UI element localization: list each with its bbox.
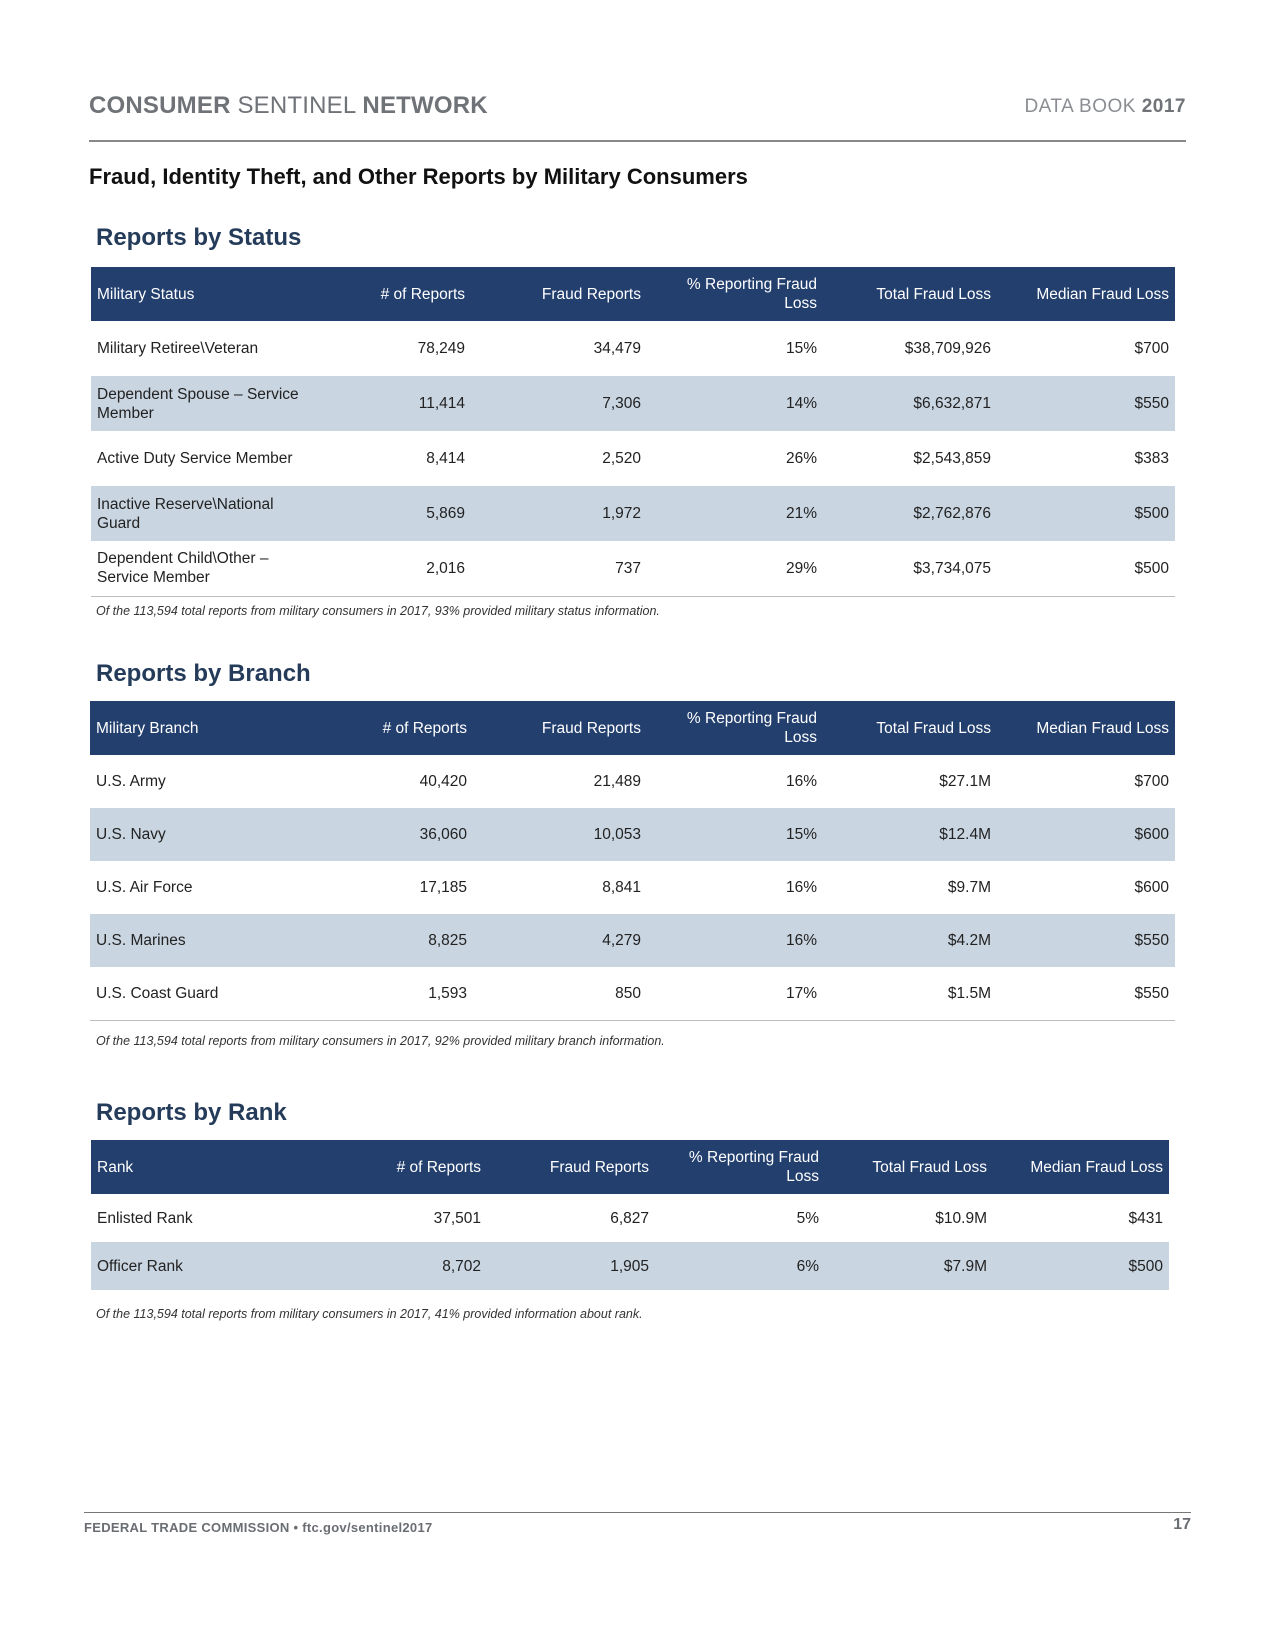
databook-year: 2017: [1141, 96, 1186, 117]
table-cell: 21,489: [593, 773, 641, 790]
branch-row-label: U.S. Coast Guard: [90, 967, 314, 1020]
brand-word-sentinel: SENTINEL: [230, 92, 363, 119]
table-cell: $2,762,876: [823, 486, 997, 541]
rank-table: [91, 1140, 1169, 1290]
page-title: Fraud, Identity Theft, and Other Reports by Military Consumers: [89, 164, 748, 189]
table-cell: 16%: [785, 773, 817, 790]
status-row-label: Inactive Reserve\National Guard: [91, 486, 306, 541]
branch-column-header: # of Reports: [314, 701, 473, 755]
rank-section-title: Reports by Rank: [96, 1099, 287, 1126]
table-cell: 15%: [647, 808, 823, 861]
table-cell: 17,185: [419, 879, 467, 896]
rank-note: Of the 113,594 total reports from military consumers in 2017, 41% provided information about rank.: [96, 1307, 643, 1321]
branch-column-header: Military Branch: [90, 701, 314, 755]
table-cell: 40,420: [419, 773, 467, 790]
table-cell: $27.1M: [939, 773, 991, 790]
table-cell: 8,841: [602, 879, 641, 896]
table-row: [91, 431, 1175, 486]
table-cell: $500: [997, 541, 1175, 596]
table-cell: $600: [1134, 879, 1169, 896]
table-cell: 17%: [647, 967, 823, 1020]
branch-note: Of the 113,594 total reports from military consumers in 2017, 92% provided military branch information.: [96, 1034, 665, 1048]
branch-row-label: U.S. Air Force: [96, 879, 193, 896]
table-cell: $4.2M: [823, 914, 997, 967]
footer-rule: [84, 1512, 1191, 1513]
table-cell: $600: [997, 808, 1175, 861]
branch-row-label: U.S. Marines: [90, 914, 314, 967]
branch-column-header: Total Fraud Loss: [823, 701, 997, 755]
status-row-label: Military Retiree\Veteran: [97, 340, 259, 357]
table-cell: $550: [997, 914, 1175, 967]
branch-header-row: [90, 701, 1175, 755]
table-cell: 7,306: [471, 376, 647, 431]
page-header: [89, 92, 1186, 142]
table-cell: 10,053: [473, 808, 647, 861]
status-column-header: Military Status: [91, 267, 306, 321]
branch-column-header: Median Fraud Loss: [997, 701, 1175, 755]
footer-publisher: FEDERAL TRADE COMMISSION • ftc.gov/sentinel2017: [84, 1520, 433, 1535]
table-cell: 1,593: [314, 967, 473, 1020]
table-cell: $500: [997, 486, 1175, 541]
status-column-header: Median Fraud Loss: [997, 267, 1175, 321]
table-row: [90, 914, 1175, 967]
table-row: [91, 376, 1175, 431]
table-cell: $1.5M: [823, 967, 997, 1020]
table-cell: 78,249: [417, 340, 465, 357]
table-cell: 16%: [785, 879, 817, 896]
table-cell: 26%: [785, 450, 817, 467]
status-column-header: Fraud Reports: [471, 267, 647, 321]
table-cell: $3,734,075: [823, 541, 997, 596]
status-column-header: # of Reports: [306, 267, 471, 321]
table-cell: $550: [997, 376, 1175, 431]
databook-label: [1024, 96, 1186, 118]
branch-column-header: % Reporting Fraud Loss: [647, 701, 823, 755]
table-cell: $12.4M: [823, 808, 997, 861]
table-cell: 1,972: [471, 486, 647, 541]
table-cell: 737: [471, 541, 647, 596]
table-cell: 15%: [785, 340, 817, 357]
brand-word-network: NETWORK: [362, 92, 488, 119]
table-cell: 21%: [647, 486, 823, 541]
status-section-title: Reports by Status: [96, 224, 302, 251]
status-column-header: % Reporting Fraud Loss: [647, 267, 823, 321]
table-cell: 8,414: [426, 450, 465, 467]
branch-row-label: U.S. Army: [96, 773, 166, 790]
table-row: [90, 755, 1175, 808]
table-cell: 8,825: [314, 914, 473, 967]
table-cell: $383: [1134, 450, 1169, 467]
branch-section-title: Reports by Branch: [96, 660, 311, 687]
rank-header-row: [91, 1140, 1169, 1194]
rank-row-label: Officer Rank: [91, 1242, 307, 1290]
brand-word-consumer: CONSUMER: [89, 92, 231, 119]
table-cell: 850: [473, 967, 647, 1020]
table-cell: $38,709,926: [904, 340, 991, 357]
table-cell: $700: [1134, 340, 1169, 357]
status-table: [91, 267, 1175, 597]
rank-column-header: Fraud Reports: [487, 1140, 655, 1194]
table-cell: 36,060: [314, 808, 473, 861]
table-cell: 6,827: [610, 1209, 649, 1227]
table-cell: $700: [1134, 773, 1169, 790]
table-cell: 5%: [796, 1209, 819, 1227]
table-row: [91, 1194, 1169, 1242]
table-cell: $550: [997, 967, 1175, 1020]
table-cell: $7.9M: [825, 1242, 993, 1290]
branch-column-header: Fraud Reports: [473, 701, 647, 755]
rank-column-header: # of Reports: [307, 1140, 487, 1194]
table-row: [90, 967, 1175, 1020]
table-cell: $9.7M: [947, 879, 991, 896]
databook-text: DATA BOOK: [1024, 96, 1142, 117]
rank-row-label: Enlisted Rank: [97, 1209, 193, 1227]
table-cell: 34,479: [593, 340, 641, 357]
branch-row-label: U.S. Navy: [90, 808, 314, 861]
table-cell: $10.9M: [935, 1209, 987, 1227]
table-row: [91, 541, 1175, 596]
table-cell: $2,543,859: [913, 450, 991, 467]
table-cell: 11,414: [306, 376, 471, 431]
rank-column-header: Total Fraud Loss: [825, 1140, 993, 1194]
status-row-label: Dependent Child\Other – Service Member: [91, 541, 306, 596]
table-cell: 2,016: [306, 541, 471, 596]
table-row: [90, 861, 1175, 914]
status-row-label: Active Duty Service Member: [97, 450, 293, 467]
table-cell: $6,632,871: [823, 376, 997, 431]
table-row: [91, 486, 1175, 541]
table-cell: 37,501: [433, 1209, 481, 1227]
status-header-row: [91, 267, 1175, 321]
status-row-label: Dependent Spouse – Service Member: [91, 376, 306, 431]
table-cell: $431: [1128, 1209, 1163, 1227]
rank-column-header: % Reporting Fraud Loss: [655, 1140, 825, 1194]
rank-column-header: Median Fraud Loss: [993, 1140, 1169, 1194]
table-cell: 8,702: [307, 1242, 487, 1290]
brand-title: [89, 92, 488, 120]
table-row: [90, 808, 1175, 861]
table-cell: 4,279: [473, 914, 647, 967]
table-cell: 5,869: [306, 486, 471, 541]
table-cell: 1,905: [487, 1242, 655, 1290]
table-cell: 14%: [647, 376, 823, 431]
table-cell: 6%: [655, 1242, 825, 1290]
table-cell: 29%: [647, 541, 823, 596]
table-cell: 2,520: [602, 450, 641, 467]
status-note: Of the 113,594 total reports from military consumers in 2017, 93% provided military status information.: [96, 604, 660, 618]
table-row: [91, 321, 1175, 376]
table-cell: 16%: [647, 914, 823, 967]
page-number: 17: [1173, 1516, 1191, 1533]
rank-column-header: Rank: [91, 1140, 307, 1194]
table-row: [91, 1242, 1169, 1290]
branch-table: [90, 701, 1175, 1021]
status-column-header: Total Fraud Loss: [823, 267, 997, 321]
table-cell: $500: [993, 1242, 1169, 1290]
